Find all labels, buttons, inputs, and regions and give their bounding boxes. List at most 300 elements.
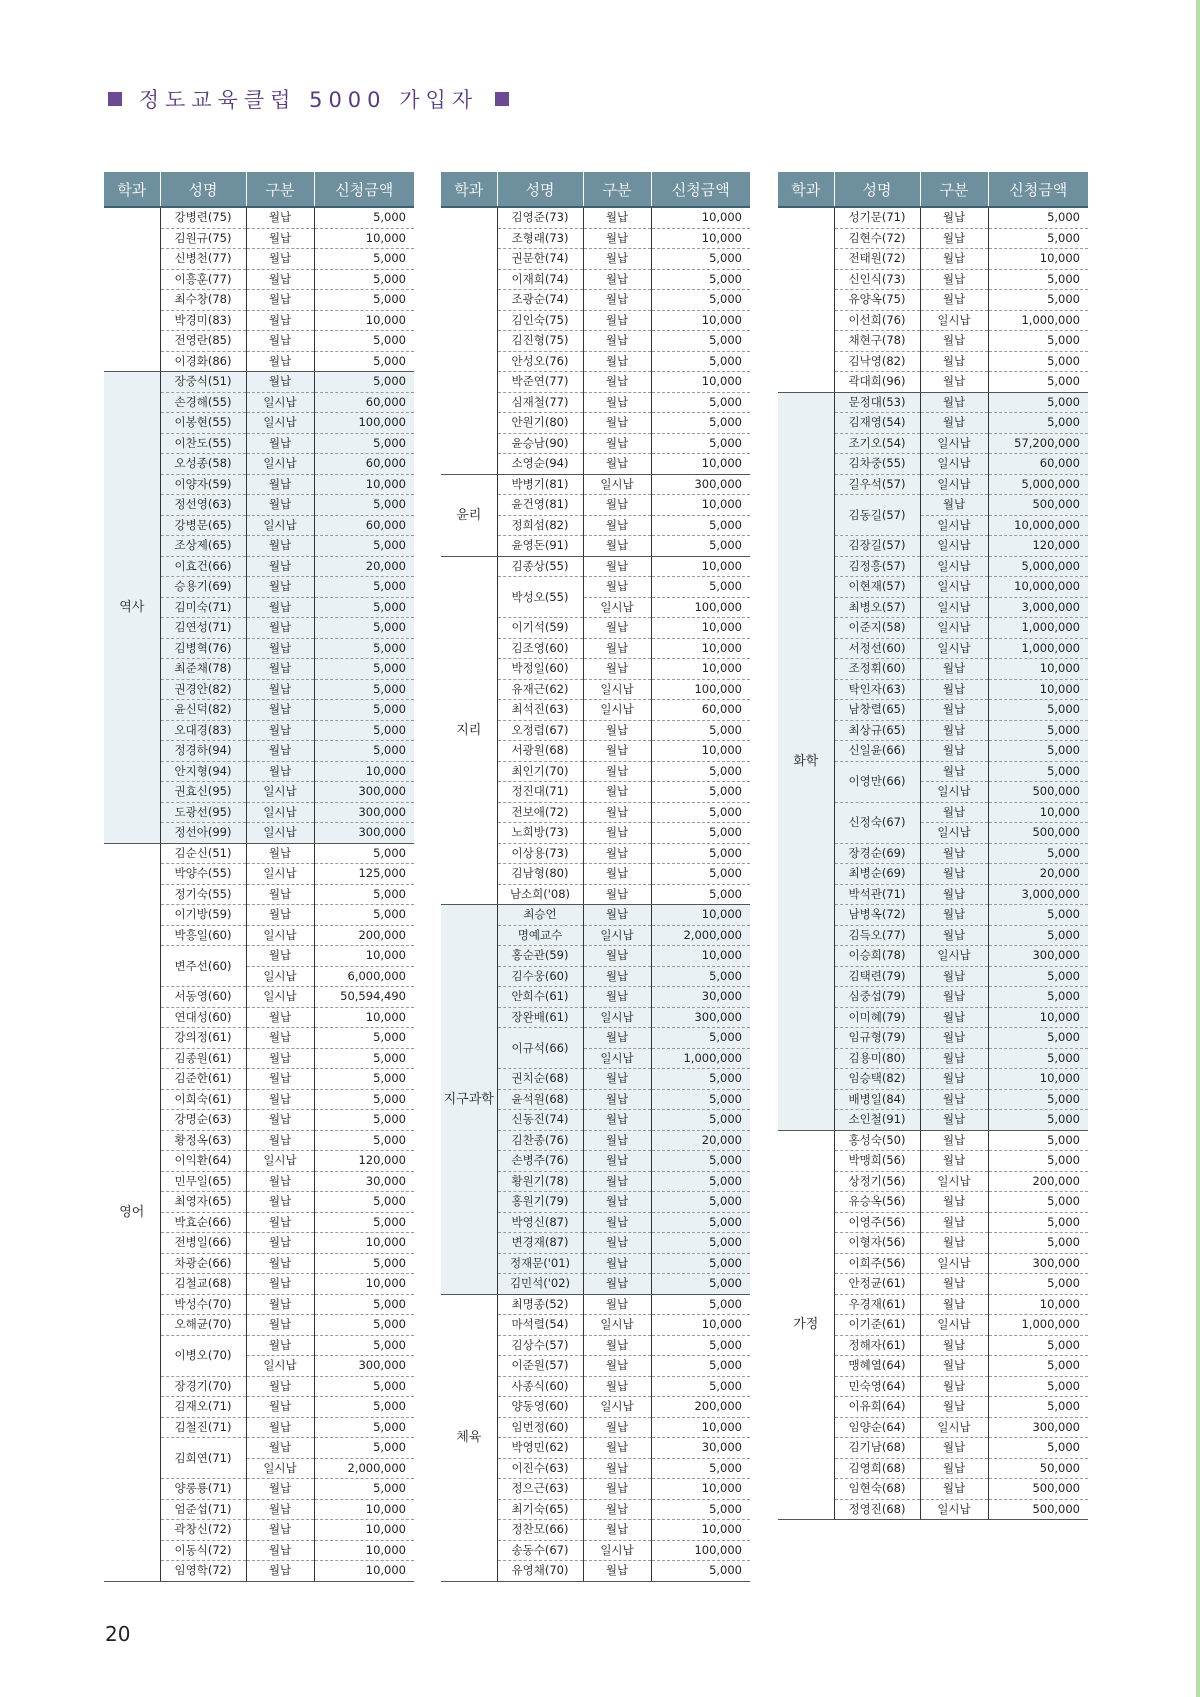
header-dept: 학과 xyxy=(778,172,834,207)
amount: 5,000 xyxy=(314,372,414,393)
amount: 300,000 xyxy=(314,1356,414,1377)
member-name: 신정숙(67) xyxy=(834,802,920,843)
payment-type: 월납 xyxy=(246,1192,314,1213)
amount: 300,000 xyxy=(988,1417,1088,1438)
member-name: 임영학(72) xyxy=(160,1561,246,1582)
member-name: 김진형(75) xyxy=(497,331,583,352)
payment-type: 월납 xyxy=(583,577,651,598)
member-name: 곽대희(96) xyxy=(834,372,920,393)
amount: 5,000 xyxy=(988,1356,1088,1377)
amount: 5,000,000 xyxy=(988,474,1088,495)
member-name: 최수창(78) xyxy=(160,290,246,311)
amount: 10,000 xyxy=(314,1499,414,1520)
payment-type: 월납 xyxy=(583,290,651,311)
amount: 5,000 xyxy=(314,597,414,618)
payment-type: 월납 xyxy=(246,1110,314,1131)
amount: 5,000 xyxy=(314,1253,414,1274)
table-row xyxy=(778,392,1088,413)
member-name: 이상용(73) xyxy=(497,843,583,864)
amount: 5,000 xyxy=(651,720,750,741)
amount: 5,000 xyxy=(651,1499,750,1520)
member-name: 윤석원(68) xyxy=(497,1089,583,1110)
amount: 5,000 xyxy=(314,1479,414,1500)
member-name: 소영순(94) xyxy=(497,454,583,475)
amount: 5,000 xyxy=(988,1438,1088,1459)
member-name: 최기숙(65) xyxy=(497,1499,583,1520)
amount: 10,000 xyxy=(314,1520,414,1541)
member-name: 강병련(75) xyxy=(160,207,246,228)
header-name: 성명 xyxy=(497,172,583,207)
payment-type: 월납 xyxy=(583,1499,651,1520)
member-name: 최인기(70) xyxy=(497,761,583,782)
member-name: 이현재(57) xyxy=(834,577,920,598)
member-name: 최준채(78) xyxy=(160,659,246,680)
header-type: 구분 xyxy=(920,172,988,207)
amount: 5,000 xyxy=(651,966,750,987)
payment-type: 월납 xyxy=(920,843,988,864)
amount: 500,000 xyxy=(988,782,1088,803)
member-name: 안지형(94) xyxy=(160,761,246,782)
payment-type: 월납 xyxy=(246,1048,314,1069)
amount: 5,000 xyxy=(988,1212,1088,1233)
member-name: 장완배(61) xyxy=(497,1007,583,1028)
payment-type: 월납 xyxy=(583,1110,651,1131)
payment-type: 월납 xyxy=(920,392,988,413)
payment-type: 월납 xyxy=(246,1376,314,1397)
member-name: 엄준섭(71) xyxy=(160,1499,246,1520)
table-row xyxy=(778,207,1088,228)
member-name: 이준원(57) xyxy=(497,1356,583,1377)
amount: 5,000 xyxy=(651,1294,750,1315)
member-name: 신병천(77) xyxy=(160,249,246,270)
member-name: 최상규(65) xyxy=(834,720,920,741)
member-table-2 xyxy=(441,172,750,1582)
amount: 5,000 xyxy=(651,1253,750,1274)
member-name: 정해자(61) xyxy=(834,1335,920,1356)
payment-type: 일시납 xyxy=(246,925,314,946)
amount: 300,000 xyxy=(988,946,1088,967)
amount: 5,000 xyxy=(651,1233,750,1254)
member-name: 박석관(71) xyxy=(834,884,920,905)
header-dept: 학과 xyxy=(104,172,160,207)
amount: 10,000 xyxy=(651,310,750,331)
amount: 3,000,000 xyxy=(988,597,1088,618)
payment-type: 월납 xyxy=(920,700,988,721)
member-name: 김상수(57) xyxy=(497,1335,583,1356)
member-name: 김재영(54) xyxy=(834,413,920,434)
payment-type: 월납 xyxy=(246,290,314,311)
amount: 5,000 xyxy=(988,925,1088,946)
payment-type: 월납 xyxy=(246,1479,314,1500)
amount: 5,000 xyxy=(314,207,414,228)
payment-type: 월납 xyxy=(246,1171,314,1192)
amount: 5,000 xyxy=(988,700,1088,721)
member-name: 조상제(65) xyxy=(160,536,246,557)
payment-type: 월납 xyxy=(246,577,314,598)
member-name: 박영민(62) xyxy=(497,1438,583,1459)
payment-type: 월납 xyxy=(583,351,651,372)
member-name: 권치순(68) xyxy=(497,1069,583,1090)
payment-type: 월납 xyxy=(246,1438,314,1459)
amount: 200,000 xyxy=(651,1397,750,1418)
member-name: 최석진(63) xyxy=(497,700,583,721)
payment-type: 월납 xyxy=(246,249,314,270)
member-name: 임현숙(68) xyxy=(834,1479,920,1500)
amount: 5,000 xyxy=(651,782,750,803)
amount: 60,000 xyxy=(988,454,1088,475)
payment-type: 월납 xyxy=(246,638,314,659)
member-name: 곽창신(72) xyxy=(160,1520,246,1541)
amount: 5,000 xyxy=(651,290,750,311)
member-name: 서광원(68) xyxy=(497,741,583,762)
payment-type: 월납 xyxy=(246,679,314,700)
member-name: 박양수(55) xyxy=(160,864,246,885)
amount: 5,000 xyxy=(314,1130,414,1151)
payment-type: 일시납 xyxy=(246,1151,314,1172)
amount: 5,000 xyxy=(651,331,750,352)
member-name: 정영진(68) xyxy=(834,1499,920,1520)
payment-type: 월납 xyxy=(920,1274,988,1295)
payment-type: 일시납 xyxy=(583,474,651,495)
payment-type: 월납 xyxy=(583,741,651,762)
amount: 10,000 xyxy=(314,1274,414,1295)
header-dept: 학과 xyxy=(441,172,497,207)
payment-type: 월납 xyxy=(246,905,314,926)
amount: 5,000 xyxy=(988,351,1088,372)
payment-type: 월납 xyxy=(246,536,314,557)
payment-type: 월납 xyxy=(246,1069,314,1090)
amount: 5,000 xyxy=(314,905,414,926)
amount: 5,000 xyxy=(314,1397,414,1418)
member-name: 김영준(73) xyxy=(497,207,583,228)
amount: 10,000 xyxy=(314,761,414,782)
payment-type: 월납 xyxy=(920,228,988,249)
payment-type: 월납 xyxy=(583,761,651,782)
member-table-1 xyxy=(104,172,414,1582)
amount: 5,000 xyxy=(651,864,750,885)
payment-type: 일시납 xyxy=(920,310,988,331)
member-name: 노희방(73) xyxy=(497,823,583,844)
member-name: 길우석(57) xyxy=(834,474,920,495)
payment-type: 월납 xyxy=(583,1458,651,1479)
member-name: 신인식(73) xyxy=(834,269,920,290)
payment-type: 월납 xyxy=(920,372,988,393)
member-name: 임규형(79) xyxy=(834,1028,920,1049)
amount: 5,000 xyxy=(651,1192,750,1213)
amount: 500,000 xyxy=(988,495,1088,516)
amount: 300,000 xyxy=(314,823,414,844)
amount: 300,000 xyxy=(988,1253,1088,1274)
payment-type: 일시납 xyxy=(246,987,314,1008)
member-name: 김정흥(57) xyxy=(834,556,920,577)
member-name: 이진수(63) xyxy=(497,1458,583,1479)
payment-type: 월납 xyxy=(920,679,988,700)
payment-type: 일시납 xyxy=(246,392,314,413)
payment-type: 월납 xyxy=(920,1110,988,1131)
payment-type: 월납 xyxy=(246,1294,314,1315)
amount: 10,000 xyxy=(988,1069,1088,1090)
member-name: 황정옥(63) xyxy=(160,1130,246,1151)
amount: 5,000 xyxy=(314,1089,414,1110)
payment-type: 월납 xyxy=(920,1028,988,1049)
amount: 5,000 xyxy=(651,536,750,557)
amount: 2,000,000 xyxy=(314,1458,414,1479)
payment-type: 월납 xyxy=(920,1212,988,1233)
payment-type: 월납 xyxy=(246,1335,314,1356)
amount: 10,000 xyxy=(988,249,1088,270)
table-row xyxy=(104,372,414,393)
member-name: 윤영돈(91) xyxy=(497,536,583,557)
payment-type: 월납 xyxy=(583,1171,651,1192)
amount: 5,000 xyxy=(651,351,750,372)
payment-type: 월납 xyxy=(246,720,314,741)
member-name: 김남형(80) xyxy=(497,864,583,885)
member-name: 이익환(64) xyxy=(160,1151,246,1172)
member-name: 이희숙(61) xyxy=(160,1089,246,1110)
member-name: 유영채(70) xyxy=(497,1561,583,1582)
payment-type: 월납 xyxy=(246,228,314,249)
member-name: 배병일(84) xyxy=(834,1089,920,1110)
amount: 5,000 xyxy=(651,1212,750,1233)
payment-type: 일시납 xyxy=(920,1417,988,1438)
member-name: 문정대(53) xyxy=(834,392,920,413)
dept-cell: 역사 xyxy=(104,372,160,844)
member-name: 김인숙(75) xyxy=(497,310,583,331)
member-name: 이동식(72) xyxy=(160,1540,246,1561)
amount: 5,000 xyxy=(988,413,1088,434)
payment-type: 월납 xyxy=(246,351,314,372)
amount: 5,000 xyxy=(988,1048,1088,1069)
amount: 10,000 xyxy=(314,1233,414,1254)
amount: 2,000,000 xyxy=(651,925,750,946)
member-name: 박효순(66) xyxy=(160,1212,246,1233)
amount: 5,000 xyxy=(314,269,414,290)
member-name: 마석렬(54) xyxy=(497,1315,583,1336)
member-name: 이양자(59) xyxy=(160,474,246,495)
member-table-3 xyxy=(778,172,1088,1520)
payment-type: 월납 xyxy=(920,207,988,228)
amount: 5,000 xyxy=(651,1069,750,1090)
amount: 30,000 xyxy=(314,1171,414,1192)
amount: 10,000 xyxy=(651,372,750,393)
payment-type: 월납 xyxy=(583,638,651,659)
member-name: 이기준(61) xyxy=(834,1315,920,1336)
amount: 5,000 xyxy=(314,638,414,659)
member-name: 장경기(70) xyxy=(160,1376,246,1397)
payment-type: 월납 xyxy=(246,310,314,331)
member-name: 김순신(51) xyxy=(160,843,246,864)
amount: 10,000 xyxy=(314,1007,414,1028)
payment-type: 월납 xyxy=(583,495,651,516)
header-type: 구분 xyxy=(246,172,314,207)
amount: 5,000 xyxy=(314,290,414,311)
dept-cell xyxy=(104,207,160,372)
amount: 300,000 xyxy=(651,474,750,495)
payment-type: 월납 xyxy=(583,1028,651,1049)
member-name: 서동영(60) xyxy=(160,987,246,1008)
amount: 5,000 xyxy=(988,1274,1088,1295)
payment-type: 월납 xyxy=(920,925,988,946)
amount: 5,000 xyxy=(314,720,414,741)
payment-type: 일시납 xyxy=(246,515,314,536)
member-name: 이미혜(79) xyxy=(834,1007,920,1028)
amount: 5,000 xyxy=(988,1089,1088,1110)
amount: 500,000 xyxy=(988,1479,1088,1500)
member-name: 정진대(71) xyxy=(497,782,583,803)
payment-type: 월납 xyxy=(246,207,314,228)
member-name: 김찬종(76) xyxy=(497,1130,583,1151)
payment-type: 월납 xyxy=(246,1315,314,1336)
amount: 500,000 xyxy=(988,823,1088,844)
member-name: 우경재(61) xyxy=(834,1294,920,1315)
payment-type: 월납 xyxy=(246,269,314,290)
amount: 10,000 xyxy=(988,679,1088,700)
member-name: 권문한(74) xyxy=(497,249,583,270)
member-name: 강병문(65) xyxy=(160,515,246,536)
amount: 10,000 xyxy=(651,638,750,659)
amount: 1,000,000 xyxy=(988,310,1088,331)
payment-type: 일시납 xyxy=(583,1397,651,1418)
amount: 10,000 xyxy=(651,556,750,577)
member-name: 이선희(76) xyxy=(834,310,920,331)
member-name: 전보애(72) xyxy=(497,802,583,823)
member-name: 최병순(69) xyxy=(834,864,920,885)
member-name: 안원기(80) xyxy=(497,413,583,434)
amount: 5,000 xyxy=(988,1192,1088,1213)
payment-type: 월납 xyxy=(583,782,651,803)
payment-type: 일시납 xyxy=(920,1171,988,1192)
payment-type: 월납 xyxy=(246,372,314,393)
payment-type: 월납 xyxy=(246,884,314,905)
member-name: 임번정(60) xyxy=(497,1417,583,1438)
dept-cell: 윤리 xyxy=(441,474,497,556)
payment-type: 일시납 xyxy=(246,413,314,434)
member-name: 김수웅(60) xyxy=(497,966,583,987)
payment-type: 월납 xyxy=(583,1253,651,1274)
amount: 10,000 xyxy=(651,207,750,228)
member-name: 최승언 xyxy=(497,905,583,926)
payment-type: 월납 xyxy=(920,1007,988,1028)
amount: 60,000 xyxy=(651,700,750,721)
payment-type: 일시납 xyxy=(920,536,988,557)
member-name: 이기석(59) xyxy=(497,618,583,639)
member-name: 이희주(56) xyxy=(834,1253,920,1274)
payment-type: 일시납 xyxy=(246,782,314,803)
amount: 1,000,000 xyxy=(988,618,1088,639)
payment-type: 월납 xyxy=(583,1438,651,1459)
member-name: 유양옥(75) xyxy=(834,290,920,311)
payment-type: 월납 xyxy=(583,1479,651,1500)
amount: 5,000 xyxy=(988,987,1088,1008)
payment-type: 월납 xyxy=(583,1294,651,1315)
payment-type: 월납 xyxy=(920,1130,988,1151)
payment-type: 월납 xyxy=(246,1274,314,1295)
amount: 5,000 xyxy=(988,1028,1088,1049)
amount: 10,000 xyxy=(314,1540,414,1561)
payment-type: 월납 xyxy=(583,905,651,926)
member-name: 전영란(85) xyxy=(160,331,246,352)
payment-type: 월납 xyxy=(583,392,651,413)
amount: 5,000 xyxy=(988,372,1088,393)
amount: 5,000 xyxy=(651,761,750,782)
payment-type: 월납 xyxy=(246,1417,314,1438)
payment-type: 일시납 xyxy=(583,925,651,946)
member-name: 손병주(76) xyxy=(497,1151,583,1172)
member-name: 김병혁(76) xyxy=(160,638,246,659)
member-name: 김동길(57) xyxy=(834,495,920,536)
member-name: 김연성(71) xyxy=(160,618,246,639)
amount: 5,000 xyxy=(988,269,1088,290)
amount: 60,000 xyxy=(314,454,414,475)
payment-type: 월납 xyxy=(246,1397,314,1418)
member-name: 김영희(68) xyxy=(834,1458,920,1479)
header-amount: 신청금액 xyxy=(651,172,750,207)
payment-type: 월납 xyxy=(920,1069,988,1090)
table-row xyxy=(441,207,750,228)
member-name: 윤신덕(82) xyxy=(160,700,246,721)
member-name: 강명순(63) xyxy=(160,1110,246,1131)
payment-type: 일시납 xyxy=(246,802,314,823)
payment-type: 월납 xyxy=(920,1192,988,1213)
amount: 5,000 xyxy=(988,1151,1088,1172)
amount: 60,000 xyxy=(314,392,414,413)
payment-type: 월납 xyxy=(246,597,314,618)
member-name: 홍원기(79) xyxy=(497,1192,583,1213)
payment-type: 월납 xyxy=(583,433,651,454)
amount: 5,000 xyxy=(988,1233,1088,1254)
payment-type: 월납 xyxy=(920,1438,988,1459)
table-row xyxy=(104,843,414,864)
amount: 5,000 xyxy=(988,1335,1088,1356)
payment-type: 월납 xyxy=(583,1151,651,1172)
member-name: 이영주(56) xyxy=(834,1212,920,1233)
payment-type: 월납 xyxy=(583,1376,651,1397)
member-name: 박병기(81) xyxy=(497,474,583,495)
member-name: 서정선(60) xyxy=(834,638,920,659)
amount: 5,000 xyxy=(314,577,414,598)
payment-type: 월납 xyxy=(583,823,651,844)
amount: 5,000 xyxy=(314,1110,414,1131)
member-name: 김준한(61) xyxy=(160,1069,246,1090)
member-name: 양동영(60) xyxy=(497,1397,583,1418)
amount: 5,000 xyxy=(988,392,1088,413)
dept-cell: 영어 xyxy=(104,843,160,1581)
payment-type: 월납 xyxy=(920,864,988,885)
table-row xyxy=(441,474,750,495)
payment-type: 일시납 xyxy=(920,474,988,495)
payment-type: 일시납 xyxy=(920,556,988,577)
amount: 10,000 xyxy=(314,1561,414,1582)
member-name: 김철교(68) xyxy=(160,1274,246,1295)
amount: 10,000 xyxy=(651,1520,750,1541)
payment-type: 일시납 xyxy=(583,700,651,721)
amount: 5,000 xyxy=(314,1315,414,1336)
member-name: 조정휘(60) xyxy=(834,659,920,680)
member-name: 정재문('01) xyxy=(497,1253,583,1274)
amount: 10,000 xyxy=(651,1479,750,1500)
payment-type: 일시납 xyxy=(920,946,988,967)
amount: 5,000 xyxy=(651,1171,750,1192)
amount: 5,000 xyxy=(314,1048,414,1069)
payment-type: 월납 xyxy=(920,1479,988,1500)
amount: 5,000 xyxy=(651,1356,750,1377)
amount: 10,000 xyxy=(314,228,414,249)
table-row xyxy=(778,1130,1088,1151)
amount: 5,000 xyxy=(988,966,1088,987)
payment-type: 월납 xyxy=(583,720,651,741)
payment-type: 월납 xyxy=(583,1561,651,1582)
payment-type: 월납 xyxy=(583,1356,651,1377)
